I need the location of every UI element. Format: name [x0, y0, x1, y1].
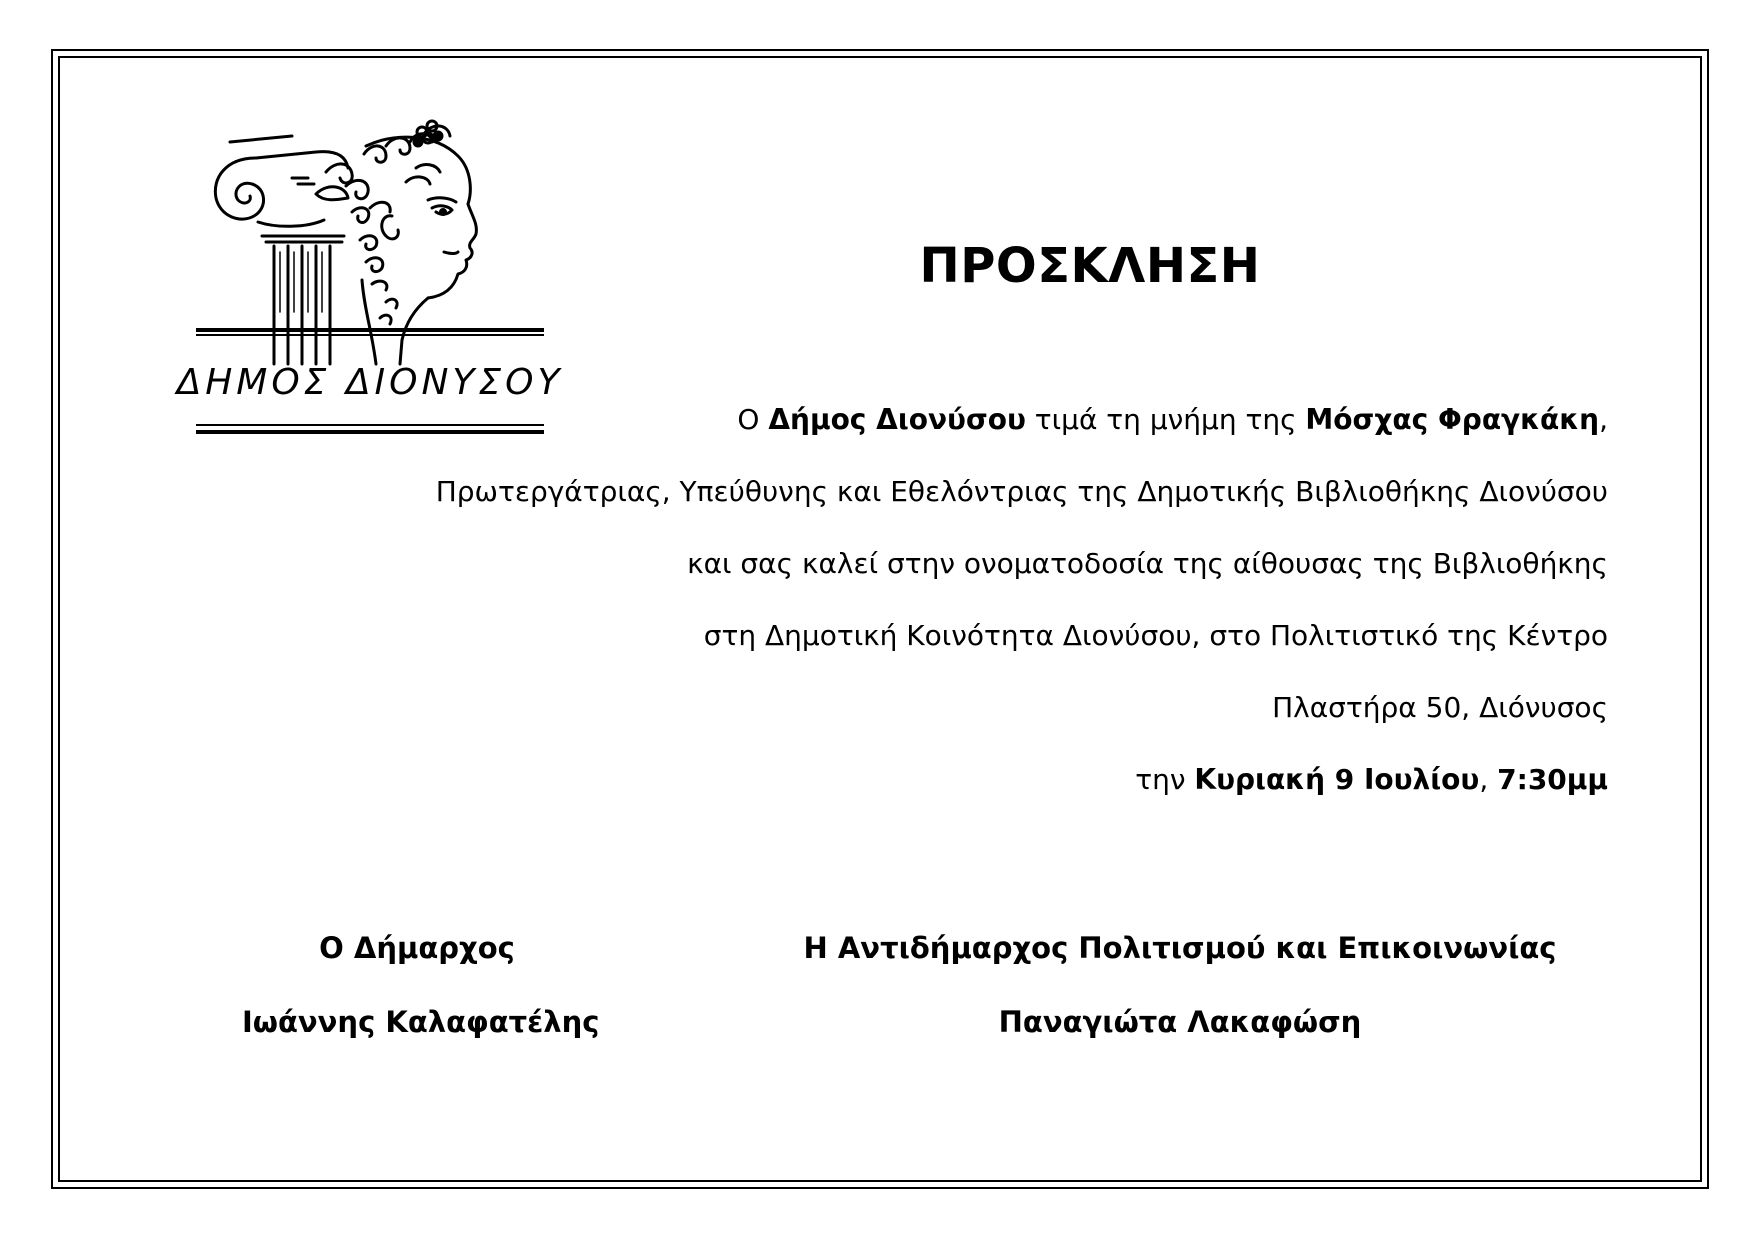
mayor-role: Ο Δήμαρχος — [319, 931, 515, 965]
line1-part-2: τιμά τη μνήμη της — [1025, 403, 1306, 436]
municipality-logo — [176, 112, 564, 438]
body-line-3: και σας καλεί στην ονοματοδοσία της αίθουσας της Βιβλιοθήκης — [687, 547, 1608, 580]
deputy-mayor-role: Η Αντιδήμαρχος Πολιτισμού και Επικοινωνίας — [803, 931, 1557, 965]
event-time: 7:30μμ — [1497, 763, 1608, 796]
deputy-mayor-name: Παναγιώτα Λακαφώση — [998, 1005, 1362, 1039]
body-line-5: Πλαστήρα 50, Διόνυσος — [1272, 691, 1608, 724]
line6-part-2: , — [1479, 763, 1498, 796]
body-line-6 — [1135, 762, 1608, 798]
line1-part-1: Ο — [737, 403, 769, 436]
body-line-4: στη Δημοτική Κοινότητα Διονύσου, στο Πολιτιστικό της Κέντρο — [703, 619, 1608, 652]
municipality-name: Δήμος Διονύσου — [768, 403, 1026, 436]
event-date: Κυριακή 9 Ιουλίου — [1194, 763, 1480, 796]
body-line-2: Πρωτεργάτριας, Υπεύθυνης και Εθελόντριας της Δημοτικής Βιβλιοθήκης Διονύσου — [435, 475, 1608, 508]
honoree-name: Μόσχας Φραγκάκη — [1305, 403, 1600, 436]
dionysus-head-column-logo-icon — [176, 112, 564, 438]
mayor-name: Ιωάννης Καλαφατέλης — [242, 1005, 600, 1039]
line6-part-1: την — [1135, 763, 1195, 796]
line1-part-3: , — [1599, 403, 1608, 436]
invitation-title: ΠΡΟΣΚΛΗΣΗ — [919, 238, 1261, 294]
logo-text: ΔΗΜΟΣ ΔΙΟΝΥΣΟΥ — [176, 362, 564, 403]
body-line-1 — [737, 402, 1608, 438]
